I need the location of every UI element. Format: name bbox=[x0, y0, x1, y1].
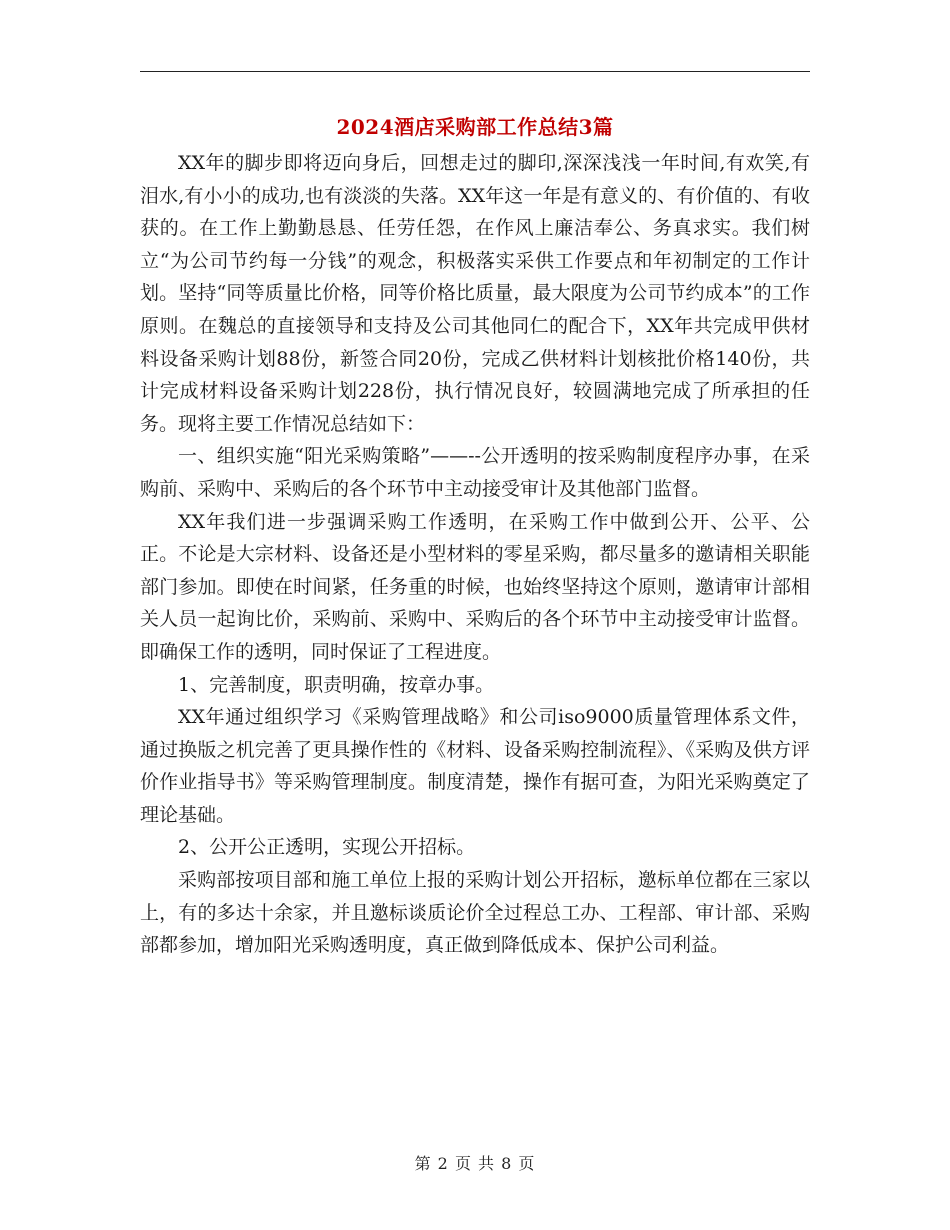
paragraph: 1、完善制度，职责明确，按章办事。 bbox=[178, 673, 495, 696]
paragraph: XX年我们进一步强调采购工作透明，在采购工作中做到公开、公平、公正。不论是大宗材料、设备还是小型材料的零星采购，都尽量多的邀请相关职能部门参加。即使在时间紧，任务重的时候，也始终坚持这个原则，邀请审计部相关人员一起询比价，采购前、采购中、采购后的各个环节中主动接受审计监督。即确保工作的透明，同时保证了工程进度。 bbox=[140, 510, 810, 663]
page-number-footer: 第 2 页 共 8 页 bbox=[414, 1154, 536, 1173]
header-divider bbox=[140, 71, 810, 72]
document-title: 2024酒店采购部工作总结3篇 bbox=[336, 115, 614, 139]
paragraph: XX年通过组织学习《采购管理战略》和公司iso9000质量管理体系文件，通过换版之机完善了更具操作性的《材料、设备采购控制流程》、《采购及供方评价作业指导书》等采购管理制度。制度清楚，操作有据可查，为阳光采购奠定了理论基础。 bbox=[140, 706, 810, 826]
paragraph: 一、组织实施“阳光采购策略”——--公开透明的按采购制度程序办事，在采购前、采购中、采购后的各个环节中主动接受审计及其他部门监督。 bbox=[140, 445, 810, 500]
paragraph: XX年的脚步即将迈向身后，回想走过的脚印,深深浅浅一年时间,有欢笑,有泪水,有小小的成功,也有淡淡的失落。XX年这一年是有意义的、有价值的、有收获的。在工作上勤勤恳恳、任劳任怨，在作风上廉洁奉公、务真求实。我们树立“为公司节约每一分钱”的观念，积极落实采供工作要点和年初制定的工作计划。坚持“同等质量比价格，同等价格比质量，最大限度为公司节约成本”的工作原则。在魏总的直接领导和支持及公司其他同仁的配合下，XX年共完成甲供材料设备采购计划88份，新签合同20份，完成乙供材料计划核批价格140份，共计完成材料设备采购计划228份，执行情况良好，较圆满地完成了所承担的任务。现将主要工作情况总结如下： bbox=[140, 152, 810, 435]
paragraph: 2、公开公正透明，实现公开招标。 bbox=[178, 836, 476, 859]
paragraph: 采购部按项目部和施工单位上报的采购计划公开招标，邀标单位都在三家以上，有的多达十余家，并且邀标谈质论价全过程总工办、工程部、审计部、采购部都参加，增加阳光采购透明度，真正做到降低成本、保护公司利益。 bbox=[140, 869, 810, 957]
document-body bbox=[140, 147, 810, 962]
